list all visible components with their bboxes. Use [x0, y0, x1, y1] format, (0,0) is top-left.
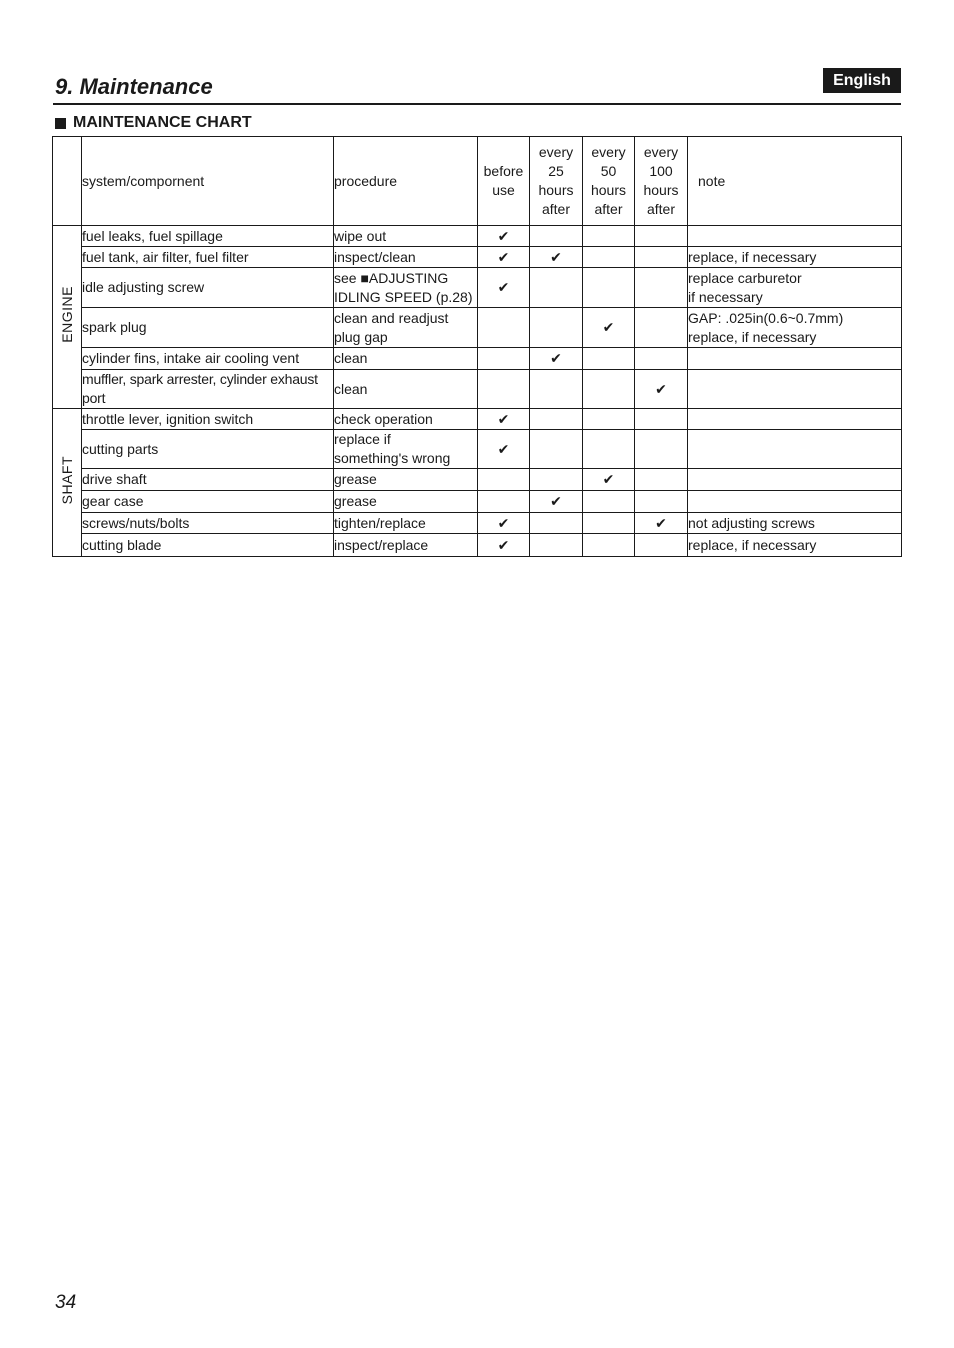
procedure-line: something's wrong — [334, 450, 451, 466]
procedure-line: tighten/replace — [334, 514, 426, 531]
procedure-cell — [334, 534, 478, 557]
column-header-every-50: every 50 hours after — [583, 137, 635, 226]
section-heading — [55, 114, 252, 132]
note-line: replace, if necessary — [688, 248, 817, 265]
interval-cell-every-100 — [635, 348, 688, 370]
checkmark-icon: ✔ — [655, 514, 667, 531]
column-header-note: note — [688, 137, 902, 226]
procedure-cell — [334, 348, 478, 370]
procedure-cell — [334, 491, 478, 513]
interval-cell-before-use — [478, 226, 530, 247]
interval-cell-every-100 — [635, 469, 688, 491]
procedure-line: plug gap — [334, 328, 388, 345]
interval-cell-every-100 — [635, 513, 688, 534]
component-cell: cutting parts — [82, 430, 334, 469]
column-header-procedure: procedure — [334, 137, 478, 226]
procedure-line: check operation — [334, 410, 433, 427]
interval-cell-before-use — [478, 247, 530, 268]
square-bullet-icon — [55, 118, 66, 129]
checkmark-icon: ✔ — [550, 350, 562, 366]
interval-cell-before-use — [478, 469, 530, 491]
interval-cell-before-use — [478, 513, 530, 534]
component-cell: throttle lever, ignition switch — [82, 409, 334, 430]
interval-cell-every-25 — [530, 247, 583, 268]
table-row — [53, 247, 902, 268]
interval-cell-before-use — [478, 534, 530, 557]
interval-cell-every-25 — [530, 491, 583, 513]
note-line: replace carburetor — [688, 269, 802, 286]
note-line: not adjusting screws — [688, 514, 815, 531]
interval-cell-every-50 — [583, 513, 635, 534]
interval-cell-every-50 — [583, 308, 635, 348]
interval-cell-every-50 — [583, 409, 635, 430]
interval-cell-every-25 — [530, 513, 583, 534]
procedure-cell — [334, 430, 478, 469]
interval-cell-before-use — [478, 268, 530, 308]
procedure-line: IDLING SPEED (p.28) — [334, 288, 473, 305]
procedure-line: replace if — [334, 431, 391, 447]
checkmark-icon: ✔ — [497, 227, 510, 244]
procedure-cell — [334, 226, 478, 247]
component-cell: screws/nuts/bolts — [82, 513, 334, 534]
component-cell: fuel leaks, fuel spillage — [82, 226, 334, 247]
page-number: 34 — [55, 1292, 77, 1313]
interval-cell-every-100 — [635, 409, 688, 430]
component-cell: fuel tank, air filter, fuel filter — [82, 247, 334, 268]
note-cell — [688, 430, 902, 469]
note-cell — [688, 513, 902, 534]
component-cell: spark plug — [82, 308, 334, 348]
interval-cell-every-50 — [583, 226, 635, 247]
procedure-cell — [334, 469, 478, 491]
table-row — [53, 491, 902, 513]
procedure-line: see ■ADJUSTING — [334, 269, 449, 286]
table-row — [53, 370, 902, 409]
interval-cell-every-25 — [530, 534, 583, 557]
procedure-line: inspect/replace — [334, 536, 429, 553]
procedure-line: clean — [334, 350, 368, 366]
component-cell: drive shaft — [82, 469, 334, 491]
procedure-line: grease — [334, 471, 377, 487]
column-header-component: system/compornent — [82, 137, 334, 226]
interval-cell-every-100 — [635, 370, 688, 409]
language-badge: English — [823, 68, 901, 93]
procedure-cell — [334, 513, 478, 534]
checkmark-icon: ✔ — [602, 319, 615, 335]
checkmark-icon: ✔ — [602, 471, 615, 487]
note-cell — [688, 469, 902, 491]
note-cell — [688, 226, 902, 247]
group-label-text: SHAFT — [58, 455, 75, 505]
note-cell — [688, 268, 902, 308]
procedure-line: grease — [334, 493, 377, 509]
table-row — [53, 513, 902, 534]
note-cell — [688, 370, 902, 409]
component-cell: idle adjusting screw — [82, 268, 334, 308]
note-line: replace, if necessary — [688, 536, 817, 553]
interval-cell-every-25 — [530, 430, 583, 469]
table-row — [53, 469, 902, 491]
note-cell — [688, 308, 902, 348]
section-heading-text: MAINTENANCE CHART — [73, 114, 252, 131]
note-cell — [688, 534, 902, 557]
note-cell — [688, 409, 902, 430]
note-line: replace, if necessary — [688, 328, 817, 345]
table-row — [53, 268, 902, 308]
table-row — [53, 226, 902, 247]
interval-cell-every-100 — [635, 247, 688, 268]
procedure-cell — [334, 247, 478, 268]
procedure-line: inspect/clean — [334, 248, 416, 265]
interval-cell-every-25 — [530, 409, 583, 430]
interval-cell-every-50 — [583, 430, 635, 469]
checkmark-icon: ✔ — [497, 279, 510, 295]
interval-cell-every-50 — [583, 247, 635, 268]
column-header-every-25: every 25 hours after — [530, 137, 583, 226]
title-divider — [53, 103, 901, 105]
table-row — [53, 308, 902, 348]
column-header-before-use: before use — [478, 137, 530, 226]
interval-cell-before-use — [478, 491, 530, 513]
note-cell — [688, 491, 902, 513]
procedure-line: wipe out — [334, 227, 387, 244]
interval-cell-every-100 — [635, 430, 688, 469]
interval-cell-every-25 — [530, 268, 583, 308]
table-row — [53, 348, 902, 370]
checkmark-icon: ✔ — [550, 493, 562, 509]
table-row — [53, 430, 902, 469]
checkmark-icon: ✔ — [550, 248, 562, 265]
group-label-shaft — [53, 409, 82, 557]
checkmark-icon: ✔ — [497, 248, 510, 265]
interval-cell-every-50 — [583, 469, 635, 491]
note-line: if necessary — [688, 288, 763, 305]
interval-cell-every-100 — [635, 226, 688, 247]
column-header-every-100: every 100 hours after — [635, 137, 688, 226]
interval-cell-before-use — [478, 308, 530, 348]
interval-cell-every-100 — [635, 491, 688, 513]
interval-cell-every-25 — [530, 469, 583, 491]
group-label-engine — [53, 226, 82, 409]
interval-cell-every-100 — [635, 308, 688, 348]
table-row — [53, 409, 902, 430]
procedure-cell — [334, 308, 478, 348]
interval-cell-every-50 — [583, 268, 635, 308]
interval-cell-before-use — [478, 430, 530, 469]
maintenance-chart-table — [52, 136, 902, 557]
checkmark-icon: ✔ — [497, 440, 510, 457]
interval-cell-every-25 — [530, 308, 583, 348]
interval-cell-every-50 — [583, 370, 635, 409]
note-cell — [688, 348, 902, 370]
note-cell — [688, 247, 902, 268]
interval-cell-every-25 — [530, 370, 583, 409]
procedure-line: clean — [334, 380, 368, 397]
interval-cell-before-use — [478, 409, 530, 430]
interval-cell-every-50 — [583, 534, 635, 557]
interval-cell-every-50 — [583, 491, 635, 513]
procedure-cell — [334, 370, 478, 409]
interval-cell-every-25 — [530, 226, 583, 247]
component-cell: gear case — [82, 491, 334, 513]
interval-cell-every-100 — [635, 268, 688, 308]
checkmark-icon: ✔ — [655, 380, 667, 397]
page-title: 9. Maintenance — [55, 74, 213, 99]
note-line: GAP: .025in(0.6~0.7mm) — [688, 309, 844, 326]
table-row — [53, 534, 902, 557]
checkmark-icon: ✔ — [497, 410, 510, 427]
procedure-cell — [334, 409, 478, 430]
interval-cell-every-50 — [583, 348, 635, 370]
component-cell: muffler, spark arrester, cylinder exhaust port — [82, 370, 334, 409]
table-header-row — [53, 137, 902, 226]
group-header-cell — [53, 137, 82, 226]
interval-cell-every-100 — [635, 534, 688, 557]
interval-cell-before-use — [478, 370, 530, 409]
component-cell: cylinder fins, intake air cooling vent — [82, 348, 334, 370]
checkmark-icon: ✔ — [497, 514, 510, 531]
component-cell: cutting blade — [82, 534, 334, 557]
interval-cell-every-25 — [530, 348, 583, 370]
group-label-text: ENGINE — [58, 286, 75, 343]
procedure-line: clean and readjust — [334, 309, 449, 326]
interval-cell-before-use — [478, 348, 530, 370]
checkmark-icon: ✔ — [497, 536, 510, 553]
procedure-cell — [334, 268, 478, 308]
